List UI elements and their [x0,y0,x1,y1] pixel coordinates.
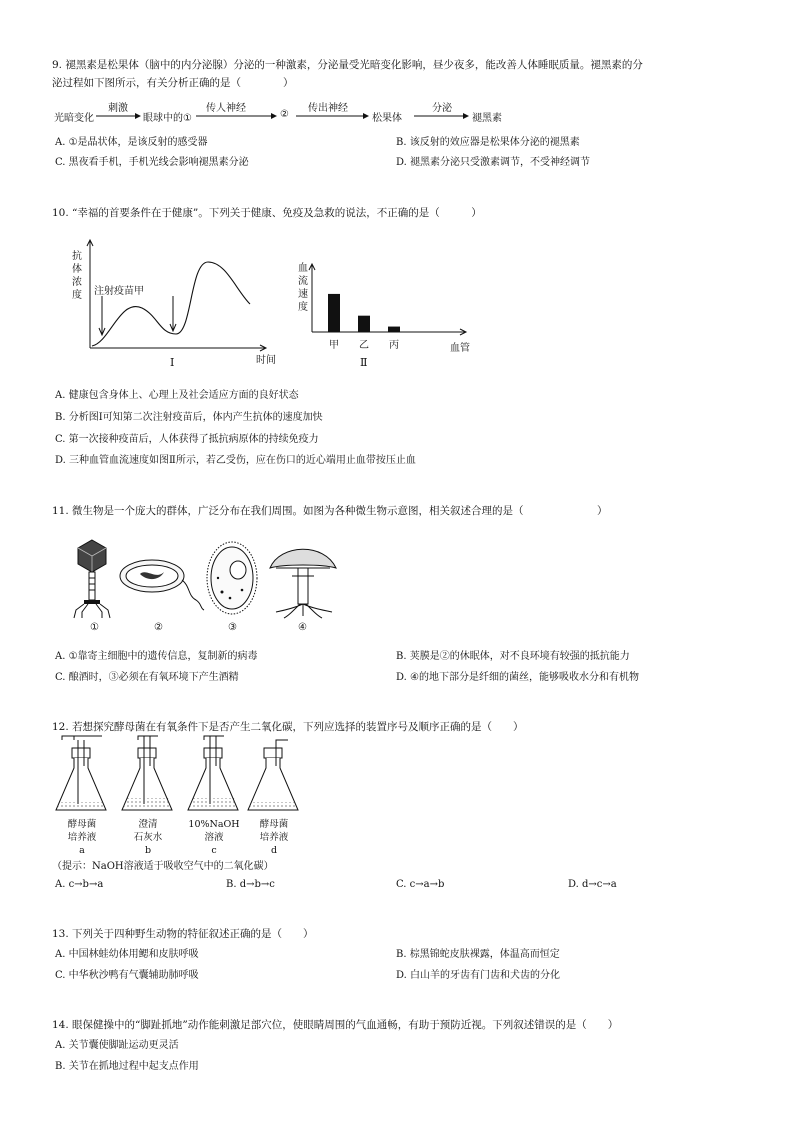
q10-option-c: C. 第一次接种疫苗后，人体获得了抵抗病原体的持续免疫力 [55,434,319,445]
graph2-roman: Ⅱ [360,356,368,369]
graph2-xlabel: 血管 [450,343,470,354]
flask-b-id: b [144,845,152,856]
q13-option-b: B. 棕黑锦蛇皮肤裸露，体温高而恒定 [396,949,560,960]
q11-option-d: D. ④的地下部分是纤细的菌丝，能够吸收水分和有机物 [396,672,639,683]
flow-arrow-label-efferent: 传出神经 [308,103,348,114]
flow-node-2: ② [280,109,289,120]
q9-option-b: B. 该反射的效应器是松果体分泌的褪黑素 [396,137,580,148]
graph1-annotation: 注射疫苗甲 [94,286,144,297]
flask-d-icon [248,740,298,810]
yeast-icon [202,538,262,618]
q12-option-c: C. c→a→b [396,879,445,890]
flask-b-label [118,818,178,857]
bar-category-label: 乙 [359,340,369,351]
q11-option-c: C. 酿酒时，③必须在有氧环境下产生酒精 [55,672,239,683]
q13-option-d: D. 白山羊的牙齿有门齿和犬齿的分化 [396,970,561,981]
graph1-roman: Ⅰ [170,356,175,369]
q12-option-b: B. d→b→c [226,879,275,890]
flask-c-label [184,818,244,857]
graph2-plot [300,244,470,334]
q14-option-a: A. 关节囊使脚趾运动更灵活 [55,1040,179,1051]
flask-a-id: a [79,845,85,856]
flask-c-icon [188,736,238,810]
flask-a-line1: 酵母菌 [67,819,97,830]
flask-a-icon [56,736,106,810]
graph1-ylabel-char: 度 [72,290,82,301]
graph1-ylabel-char: 体 [72,264,82,275]
q11-option-b: B. 荚膜是②的休眠体，对不良环境有较强的抵抗能力 [396,651,630,662]
flask-b-line1: 澄清 [138,819,158,830]
graph1-plot [80,238,280,358]
q10-option-d: D. 三种血管血流速度如图Ⅱ所示，若乙受伤，应在伤口的近心端用止血带按压止血 [55,455,416,466]
microbe-label-3: ③ [228,622,237,633]
flow-node-eye: 眼球中的① [143,113,192,124]
flow-node-pineal: 松果体 [372,113,402,124]
graph1-ylabel-char: 浓 [72,277,82,288]
bacterium-icon [116,550,206,610]
flask-d-line1: 酵母菌 [259,819,289,830]
q9-stem-line2: 泌过程如下图所示，有关分析正确的是（ ） [52,77,294,89]
flask-icons [52,736,302,816]
q12-option-a: A. c→b→a [55,879,104,890]
flask-d-label [244,818,304,857]
bar-3 [388,327,400,332]
q9-option-c: C. 黑夜看手机，手机光线会影响褪黑素分泌 [55,157,249,168]
flow-arrow-label-afferent: 传人神经 [206,103,246,114]
q11-option-a: A. ①靠寄主细胞中的遗传信息，复制新的病毒 [55,651,258,662]
flask-d-id: d [270,845,278,856]
graph2-ylabel-char: 流 [298,276,308,287]
graph1-ylabel-char: 抗 [72,251,82,262]
flow-arrow-label-stimulate: 刺激 [108,103,128,114]
q9-option-d: D. 褪黑素分泌只受激素调节，不受神经调节 [396,157,591,168]
bar-category-label: 甲 [329,340,339,351]
flask-b-icon [122,736,172,810]
bar-1 [328,294,340,332]
flask-a-label [52,818,112,857]
flow-arrows [0,0,794,130]
q14-stem: 14. 眼保健操中的“脚趾抓地”动作能刺激足部穴位，使眼睛周围的气血通畅，有助于预防近视。下列叙述错误的是（ ） [52,1019,619,1031]
q10-option-b: B. 分析图Ⅰ可知第二次注射疫苗后，体内产生抗体的速度加快 [55,412,323,423]
bar-2 [358,316,370,332]
q12-stem: 12. 若想探究酵母菌在有氧条件下是否产生二氧化碳，下列应选择的装置序号及顺序正确的是（ ） [52,721,524,733]
microbe-label-4: ④ [298,622,307,633]
flask-d-line2: 培养液 [259,832,289,843]
flask-b-line2: 石灰水 [133,832,163,843]
virus-icon [70,538,120,618]
q12-option-d: D. d→c→a [568,879,617,890]
q9-option-a: A. ①是晶状体，是该反射的感受器 [55,137,208,148]
flow-node-melatonin: 褪黑素 [472,113,502,124]
q11-stem: 11. 微生物是一个庞大的群体，广泛分布在我们周围。如图为各种微生物示意图，相关叙述合理的是（ ） [52,505,608,517]
q13-option-c: C. 中华秋沙鸭有气囊辅助肺呼吸 [55,970,199,981]
flask-c-line1: 10%NaOH [188,819,240,830]
bar-category-label: 丙 [389,340,399,351]
q10-option-a: A. 健康包含身体上、心理上及社会适应方面的良好状态 [55,390,299,401]
q13-stem: 13. 下列关于四种野生动物的特征叙述正确的是（ ） [52,928,314,940]
graph2-ylabel-char: 度 [298,302,308,313]
mushroom-icon [266,538,340,618]
graph1-xlabel: 时间 [256,355,276,366]
flow-arrow-label-secrete: 分泌 [432,103,452,114]
q10-stem: 10. “幸福的首要条件在于健康”。下列关于健康、免疫及急救的说法，不正确的是（ ） [52,207,482,219]
q12-hint: （提示：NaOH溶液适于吸收空气中的二氧化碳） [52,861,274,872]
flow-node-light: 光暗变化 [54,113,94,124]
graph2-ylabel-char: 速 [298,289,308,300]
flask-a-line2: 培养液 [67,832,97,843]
q14-option-b: B. 关节在抓地过程中起支点作用 [55,1061,199,1072]
flask-c-id: c [211,845,217,856]
q13-option-a: A. 中国林蛙幼体用鳃和皮肤呼吸 [55,949,199,960]
microbe-label-2: ② [154,622,163,633]
graph2-ylabel-char: 血 [298,263,308,274]
microbe-label-1: ① [90,622,99,633]
flask-c-line2: 溶液 [204,832,224,843]
q9-stem-line1: 9. 褪黑素是松果体（脑中的内分泌腺）分泌的一种激素，分泌量受光暗变化影响，昼少夜多，能改善人体睡眠质量。褪黑素的分 [52,59,643,71]
